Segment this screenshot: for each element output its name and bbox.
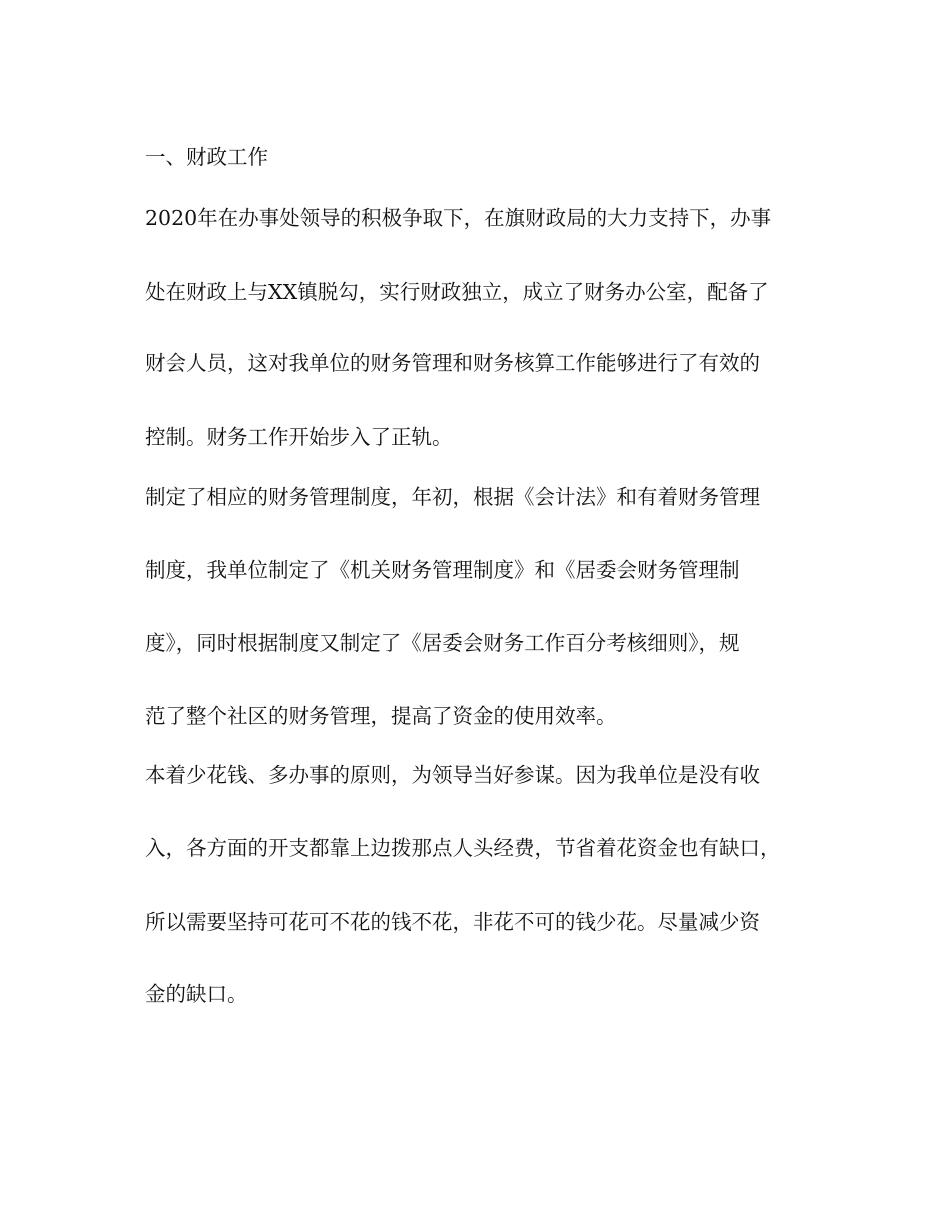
paragraph-line: 财会人员，这对我单位的财务管理和财务核算工作能够进行了有效的 xyxy=(145,351,760,375)
paragraph-line: 范了整个社区的财务管理，提高了资金的使用效率。 xyxy=(145,704,617,728)
paragraph-line: 本着少花钱、多办事的原则，为领导当好参谋。因为我单位是没有收 xyxy=(145,763,760,787)
paragraph-line: 入，各方面的开支都靠上边拨那点人头经费，节省着花资金也有缺口， xyxy=(145,836,781,860)
paragraph-line: 控制。财务工作开始步入了正轨。 xyxy=(145,425,453,449)
paragraph-line: 制度，我单位制定了《机关财务管理制度》和《居委会财务管理制 xyxy=(145,558,740,582)
paragraph-line: 处在财政上与XX镇脱勾，实行财政独立，成立了财务办公室，配备了 xyxy=(145,280,769,304)
section-heading: 一、财政工作 xyxy=(145,145,268,169)
paragraph-line: 度》，同时根据制度又制定了《居委会财务工作百分考核细则》，规 xyxy=(145,631,740,655)
paragraph-line: 制定了相应的财务管理制度，年初，根据《会计法》和有着财务管理 xyxy=(145,485,760,509)
paragraph-line: 所以需要坚持可花可不花的钱不花，非花不可的钱少花。尽量减少资 xyxy=(145,910,760,934)
paragraph-line: 2020年在办事处领导的积极争取下，在旗财政局的大力支持下，办事 xyxy=(145,206,772,230)
paragraph-line: 金的缺口。 xyxy=(145,982,248,1006)
